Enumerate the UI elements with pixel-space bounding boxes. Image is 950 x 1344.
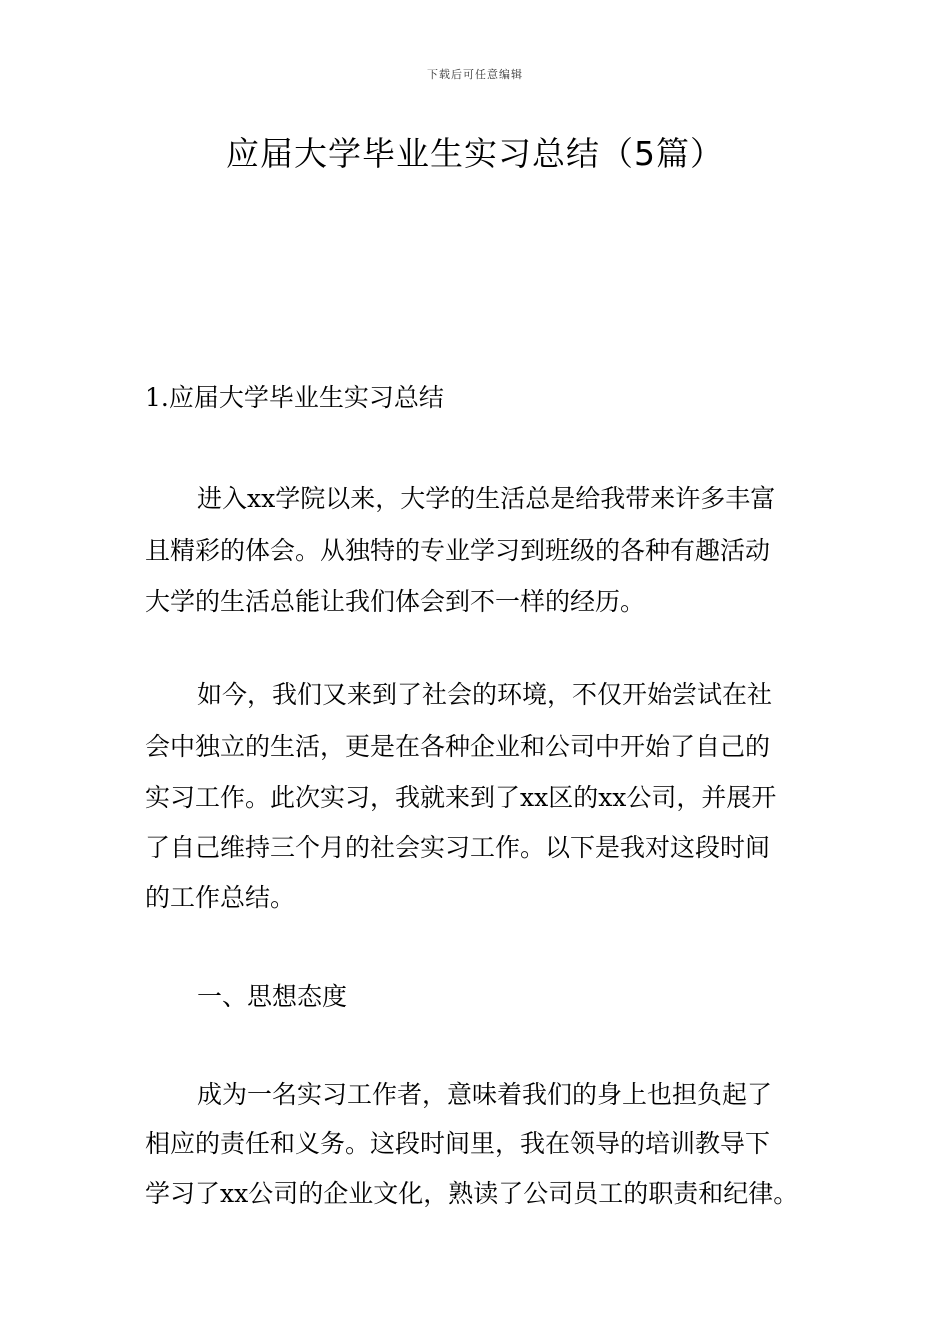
paragraph-line: 相应的责任和义务。这段时间里，我在领导的培训教导下 [145, 1129, 771, 1158]
paragraph-line: 大学的生活总能让我们体会到不一样的经历。 [145, 587, 646, 616]
paragraph-line: 了自己维持三个月的社会实习工作。以下是我对这段时间 [145, 833, 771, 862]
paragraph-line: 学习了xx公司的企业文化，熟读了公司员工的职责和纪律。 [145, 1179, 799, 1208]
paragraph-line: 如今，我们又来到了社会的环境，不仅开始尝试在社 [197, 680, 773, 709]
paragraph-line: 会中独立的生活，更是在各种企业和公司中开始了自己的 [145, 732, 771, 761]
header-note: 下载后可任意编辑 [427, 68, 523, 81]
document-title: 应届大学毕业生实习总结（5篇） [226, 134, 724, 173]
section-heading: 1.应届大学毕业生实习总结 [145, 383, 444, 412]
paragraph-line: 实习工作。此次实习，我就来到了xx区的xx公司，并展开 [145, 783, 777, 812]
paragraph-line: 的工作总结。 [145, 883, 296, 912]
paragraph-line: 进入xx学院以来，大学的生活总是给我带来许多丰富 [197, 484, 776, 513]
subsection-heading-text: 一、思想态度 [197, 982, 348, 1011]
paragraph-line: 且精彩的体会。从独特的专业学习到班级的各种有趣活动 [145, 536, 771, 565]
paragraph-line: 成为一名实习工作者，意味着我们的身上也担负起了 [197, 1080, 773, 1109]
